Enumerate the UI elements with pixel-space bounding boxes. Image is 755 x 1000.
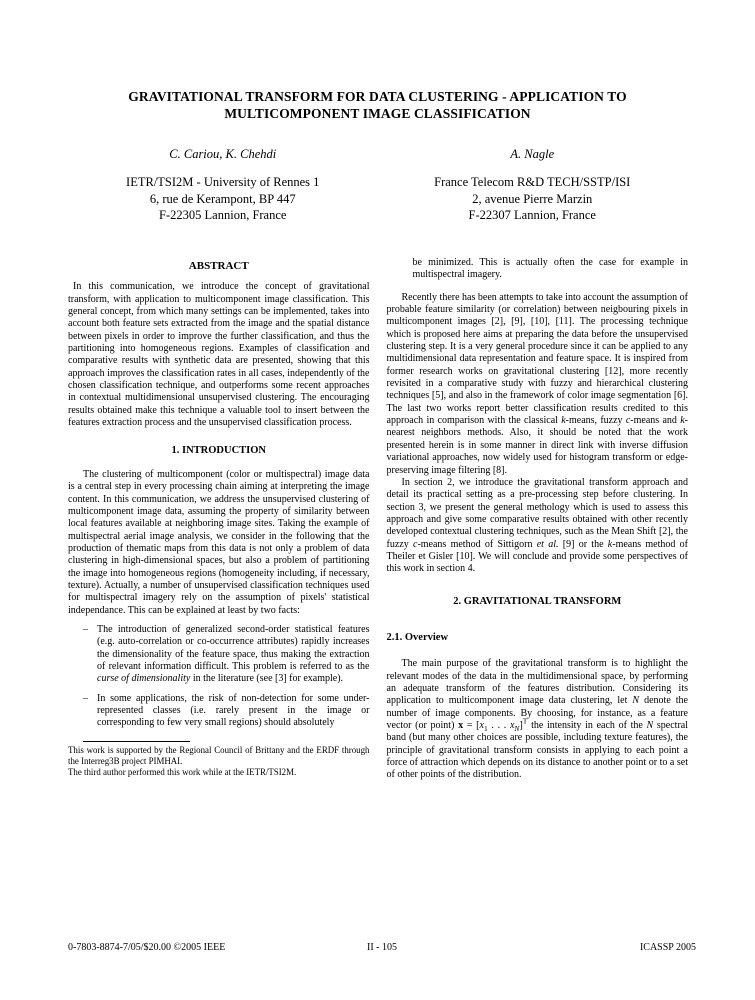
- conference-name: ICASSP 2005: [639, 942, 696, 953]
- subsection-heading-overview: 2.1. Overview: [386, 631, 449, 643]
- abstract-heading: ABSTRACT: [188, 260, 249, 272]
- introduction-paragraph-2: Recently there has been attempts to take into account the assumption of probable feature similarity (or correlation) between neigbouring pixels in multicomponent images [2], [9], [10], [11]. The processing technique which is proposed here aims at preparing the data before the unsupervised clustering step. It is a very general procedure since it can be applied to any multidimensional data representation and feature space. It is inspired from former research works on gravitational clustering [12], more recently revisited in a comparative study with fuzzy and hierarchical clustering techniques [5], and also in the framework of color image segmentation [6]. The last two works report better classification results credited to this approach in comparison with the classical k-means, fuzzy c-means and k-nearest neighbors methods. Also, it should be noted that the work presented herein is in some manner in direct link with inverse diffusion variational approaches, now widely used for histogram transform or edge-preserving image filtering [8].: [386, 291, 688, 476]
- author-block-left: [68, 147, 378, 224]
- authors-block: [0, 147, 755, 224]
- abstract-text: In this communication, we introduce the concept of gravitational transform, with application to multicomponent image classification. This general concept, from which many settings can be implemented, takes into account both feature sets extracted from the image and the spatial distance between pixels in order to improve the further classification, and thus the partitioning into homogeneous regions. Examples of classification and comparative results with synthetic data are presented, showing that this approach improves the classification rates in all cases, independently of the chosen classification technique, and outperforms some recent approaches in contextual multidimensional unsupervised clustering. The encouraging results obtained make this technique a valuable tool to insert between the features extraction process and the unsupervised classification process.: [68, 281, 370, 429]
- paper-title-line-1: GRAVITATIONAL TRANSFORM FOR DATA CLUSTERING - APPLICATION TO: [128, 89, 627, 104]
- paper-header: [0, 88, 755, 224]
- footnote-rule: [83, 741, 190, 742]
- author-affiliation: [68, 174, 378, 224]
- paper-title: [0, 88, 755, 122]
- introduction-paragraph-1: The clustering of multicomponent (color or multispectral) image data is a central step in every processing chain aiming at interpreting the image content. In this communication, we address the unsupervised clustering of multicomponent image data, assuming the property of similarity between local features available at neighboring image sites. Taking the example of multispectral aerial image analysis, we consider in the following that the production of thematic maps from this data is not only a problem of data clustering in high-dimensional spaces, but also a problem of partitioning the image into homogeneous regions (homogeneity including, if necessary, texture). Actually, a number of unsupervised classification techniques used for multispectral imagery rely on the assumption of pixels' statistical independance. This can be explained at least by two facts:: [68, 468, 370, 616]
- affiliation-line: 2, avenue Pierre Marzin: [472, 191, 593, 206]
- section2-paragraph-1: The main purpose of the gravitational transform is to highlight the relevant modes of the data in the multidimensional space, by performing an adequate transform of the features distribution. Considering its application to multicomponent image data clustering, let N denote the number of image components. By choosing, for instance, as a feature vector (or point) $x = [x_1$ . . . $x_N]^T$ the intensity in each of the N spectral band (but many other choices are possible, including texture features), the principle of gravitational transform consists in applying to each point a force of attraction which depends on its distance to another point or to a set of other points of the distribution.: [386, 658, 688, 781]
- section-heading-gravitational-transform: 2. GRAVITATIONAL TRANSFORM: [453, 595, 622, 607]
- bullet-item-1: [68, 624, 370, 686]
- author-name: C. Cariou, K. Chehdi: [169, 147, 277, 161]
- paper-title-line-2: MULTICOMPONENT IMAGE CLASSIFICATION: [224, 106, 531, 121]
- section-heading-introduction: 1. INTRODUCTION: [171, 445, 266, 457]
- footnote-line-2: The third author performed this work while at the IETR/TSI2M.: [68, 766, 297, 777]
- bullet-item-2-text: In some applications, the risk of non-detection for some under-represented classes (i.e. rarely present in the image or corresponding to few very small regions) should absolutely: [97, 692, 370, 729]
- introduction-paragraph-3: In section 2, we introduce the gravitational transform approach and detail its practical setting as a pre-processing step before clustering. In section 3, we present the general methology which is used to assess this approach and give some comparative results obtained with other recently developed contextual clustering techniques, such as the Mean Shift [2], the fuzzy c-means method of Sittigorn et al. [9] or the k-means method of Theiler et Gisler [10]. We will conclude and provide some perspectives of this work in section 4.: [386, 476, 688, 575]
- affiliation-line: 6, rue de Kerampont, BP 447: [149, 191, 296, 206]
- affiliation-line: IETR/TSI2M - University of Rennes 1: [126, 175, 320, 189]
- affiliation-line: F-22305 Lannion, France: [159, 208, 287, 222]
- author-block-right: [378, 147, 688, 224]
- affiliation-line: France Telecom R&D TECH/SSTP/ISI: [434, 175, 631, 189]
- bullet-dash: –: [83, 692, 88, 704]
- affiliation-line: F-22307 Lannion, France: [468, 208, 596, 222]
- author-name: A. Nagle: [510, 147, 555, 161]
- footnote: [68, 741, 370, 778]
- author-affiliation: [378, 174, 688, 224]
- left-column: [68, 257, 370, 782]
- page-footer: [68, 942, 696, 953]
- copyright-notice: 0-7803-8874-7/05/$20.00 ©2005 IEEE: [68, 942, 226, 953]
- introduction-bullet-list: [68, 624, 370, 730]
- bullet-item-1-text: The introduction of generalized second-order statistical features (e.g. auto-correlation or co-occurrence attributes) rapidly increases the dimensionality of the feature space, thus making the extraction of relevant information difficult. This problem is referred to as the curse of dimensionality in the literature (see [3] for example).: [97, 623, 370, 685]
- bullet-item-2: [68, 693, 370, 730]
- bullet-continuation-text: be minimized. This is actually often the case for example in multispectral imagery.: [412, 257, 688, 281]
- footnote-line-1: This work is supported by the Regional Council of Brittany and the ERDF through the Interreg3B project PIMHAI.: [68, 744, 370, 766]
- bullet-dash: –: [83, 623, 88, 635]
- body-columns: [68, 257, 688, 782]
- page-number: II - 105: [367, 942, 397, 953]
- right-column: [387, 257, 689, 782]
